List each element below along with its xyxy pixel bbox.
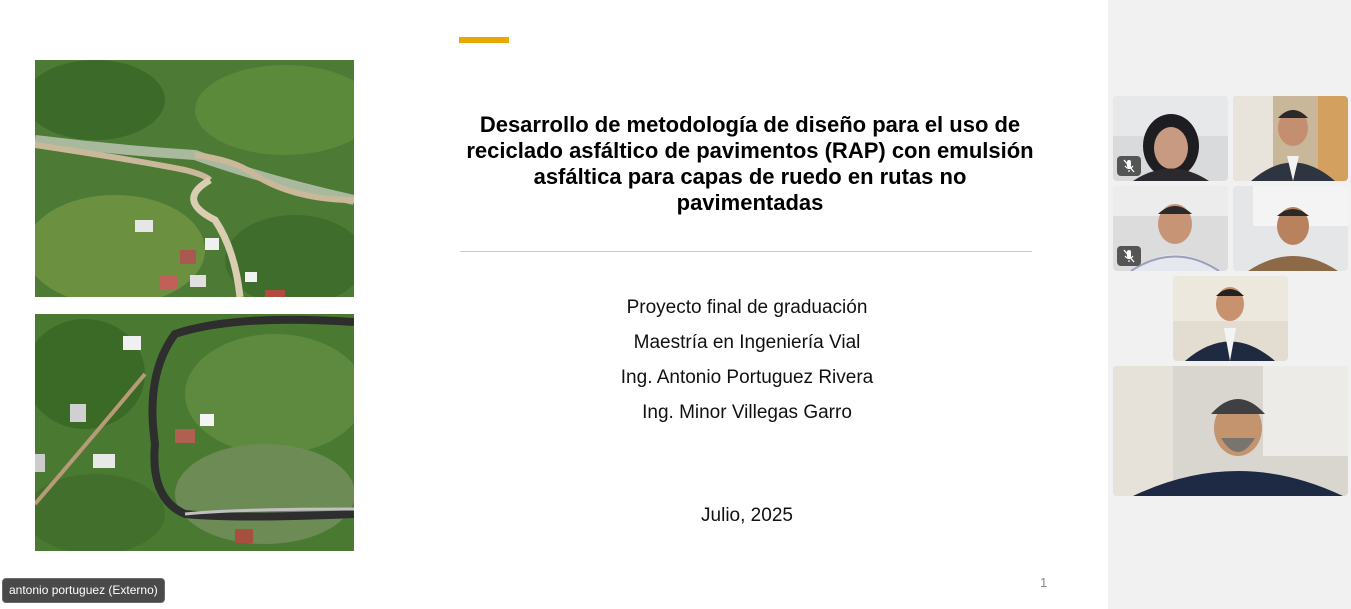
participant-tile-5[interactable]: [1173, 276, 1288, 361]
participant-tile-4[interactable]: [1233, 186, 1348, 271]
participant-tile-2[interactable]: [1233, 96, 1348, 181]
muted-mic-icon: [1117, 246, 1141, 266]
slide-page-number: 1: [1040, 575, 1048, 590]
accent-bar: [459, 37, 509, 43]
aerial-photo-paved-road: [35, 314, 354, 551]
slide-title: Desarrollo de metodología de diseño para el uso de reciclado asfáltico de pavimentos (RAP) con emulsión asfáltica para capas de ruedo en rutas no pavimentadas: [466, 112, 1034, 215]
participant-tile-1[interactable]: [1113, 96, 1228, 181]
participant-tile-3[interactable]: [1113, 186, 1228, 271]
title-divider: [460, 251, 1032, 252]
subtitle-author-2: Ing. Minor Villegas Garro: [642, 402, 852, 423]
aerial-photo-unpaved-road: [35, 60, 354, 297]
participant-tile-6[interactable]: [1113, 366, 1348, 496]
subtitle-author-1: Ing. Antonio Portuguez Rivera: [620, 367, 874, 388]
participant-gallery: [1108, 0, 1351, 609]
muted-mic-icon: [1117, 156, 1141, 176]
slide-date: Julio, 2025: [701, 505, 793, 526]
subtitle-project: Proyecto final de graduación: [626, 297, 868, 318]
presenter-name-tag: antonio portuguez (Externo): [2, 578, 165, 603]
subtitle-program: Maestría en Ingeniería Vial: [633, 332, 861, 353]
